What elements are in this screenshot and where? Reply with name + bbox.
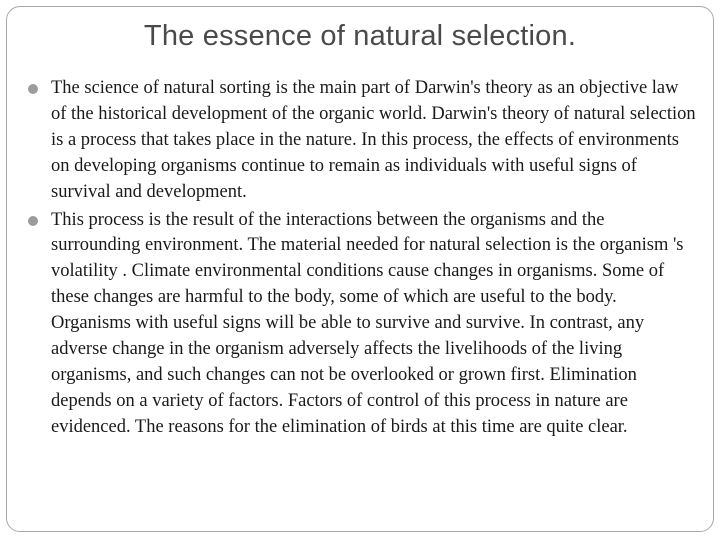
bullet-item xyxy=(26,208,698,441)
bullet-dot-icon xyxy=(28,84,38,94)
slide-title: The essence of natural selection. xyxy=(143,20,577,52)
bullet-text: This process is the result of the interactions between the organisms and the surrounding environment. The material needed for natural selection is the organism 's volatility . Climate environmental conditions cause changes in organisms. Some of these changes are harmful to the body, some of which are useful to the body. Organisms with useful signs will be able to survive and survive. In contrast, any adverse change in the organism adversely affects the livelihoods of the living organisms, and such changes can not be overlooked or grown first. Elimination depends on a variety of factors. Factors of control of this process in nature are evidenced. The reasons for the elimination of birds at this time are quite clear. xyxy=(51,209,684,437)
bullet-item xyxy=(26,76,698,206)
bullet-list xyxy=(26,76,698,443)
bullet-text: The science of natural sorting is the main part of Darwin's theory as an objective law of the historical development of the organic world. Darwin's theory of natural selection is a process that takes place in the nature. In this process, the effects of environments on developing organisms continue to remain as individuals with useful signs of survival and development. xyxy=(51,78,696,202)
bullet-dot-icon xyxy=(28,216,38,226)
